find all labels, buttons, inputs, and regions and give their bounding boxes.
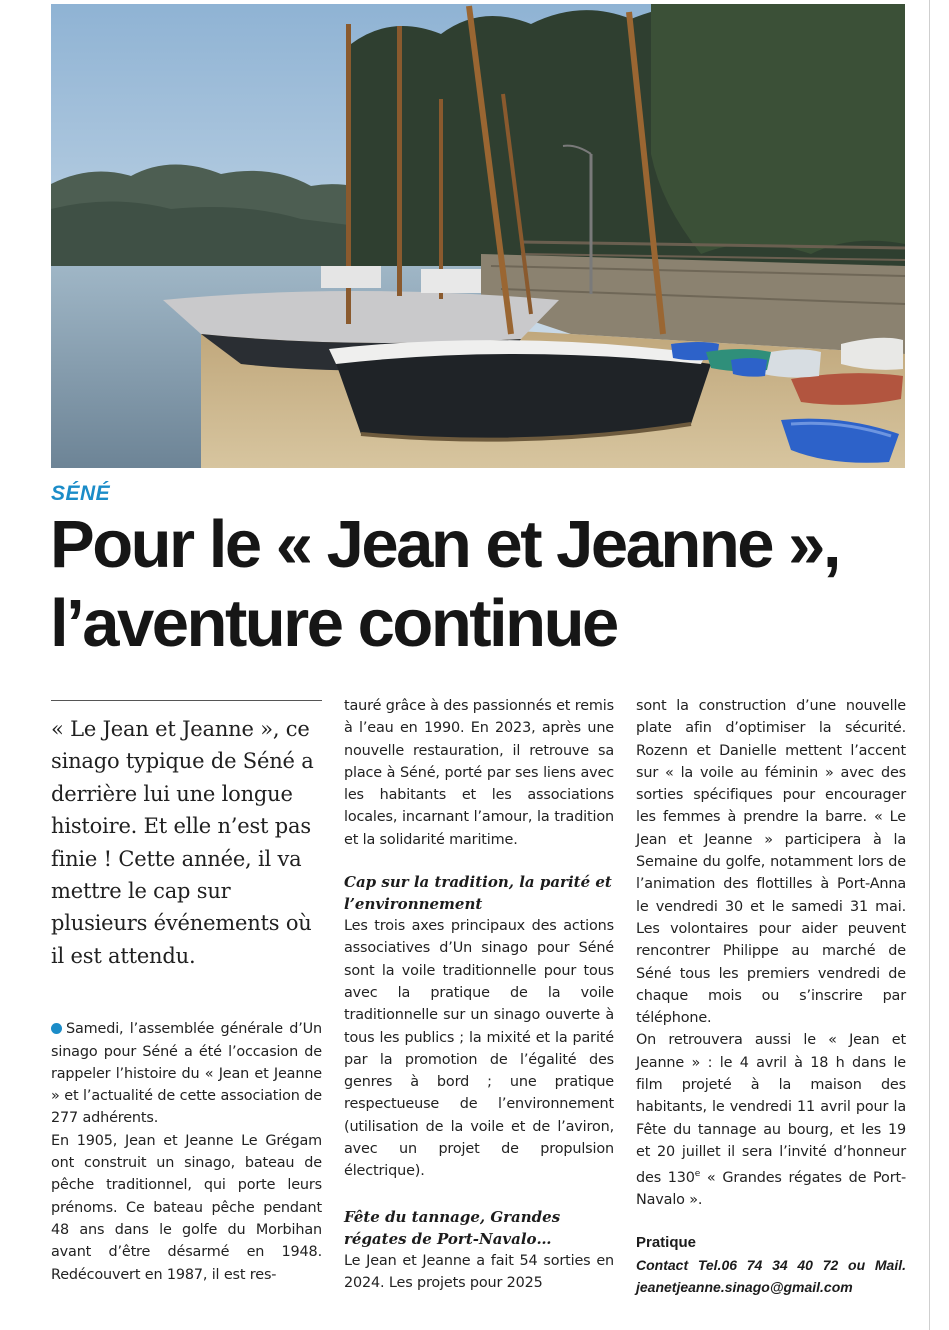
paragraph-text: « Grandes régates de Port-Navalo ». (636, 1170, 906, 1209)
column-2 (344, 693, 614, 1294)
section-kicker: SÉNÉ (51, 482, 111, 505)
subheading: Cap sur la tradition, la parité et l’environnement (344, 873, 612, 914)
headline-line-1: Pour le « Jean et Jeanne », (50, 507, 840, 582)
paragraph: Les trois axes principaux des actions associatives d’Un sinago pour Séné sont la voile traditionnelle pour tous avec la pratique de la voile traditionnelle sur un sinago ouverte à tous les publics ; la mixité et la parité par la promotion de l’égalité des genres à bord ; une pratique respectueuse de l’environnement (utilisation de la voile et de l’aviron, avec un projet de propulsion électrique). (344, 918, 614, 1180)
column-3 (636, 693, 906, 1298)
paragraph: sont la construction d’une nouvelle plate afin d’optimiser la sécurité. Rozenn et Danielle mettent l’accent sur « la voile au féminin » avec des sorties spécifiques pour encourager les femmes à prendre la barre. « Le Jean et Jeanne » participera à la Semaine du golfe, notamment lors de l’animation des flottilles à Port-Anna le vendredi 30 et le samedi 31 mai. Les volontaires pour aider peuvent rencontrer Philippe au marché de Séné tous les premiers vendredi de chaque mois ou s’inscrire par téléphone. (636, 698, 906, 1027)
practical-info-title: Pratique (636, 1233, 697, 1251)
article-headline (50, 505, 910, 663)
bullet-dot-icon (51, 1023, 62, 1034)
paragraph (636, 1029, 906, 1211)
paragraph: tauré grâce à des passionnés et remis à l’eau en 1990. En 2023, après une nouvelle restauration, il retrouve sa place à Séné, porté par ses liens avec les habitants et les associations locales, incarnant l’amour, la tradition et la solidarité maritime. (344, 698, 614, 848)
article-lead: « Le Jean et Jeanne », ce sinago typique de Séné a derrière lui une longue histoire. Et elle n’est pas finie ! Cette année, il va mettre le cap sur plusieurs événements où il est attendu. (51, 717, 314, 968)
subheading: Fête du tannage, Grandes régates de Port-Navalo… (344, 1207, 561, 1248)
column-divider (51, 700, 322, 701)
paragraph: Le Jean et Jeanne a fait 54 sorties en 2024. Les projets pour 2025 (344, 1252, 614, 1291)
ordinal-superscript: e (694, 1169, 701, 1180)
boats-photo (51, 4, 905, 468)
column-1 (51, 693, 322, 1286)
paragraph (51, 1018, 322, 1129)
page-edge-rule (929, 0, 930, 1330)
paragraph-text: On retrouvera aussi le « Jean et Jeanne » : le 4 avril à 18 h dans le film projeté à la maison des habitants, le vendredi 11 avril pour la Fête du tannage au bourg, et les 19 et 20 juillet il sera l’invité d’honneur des 130 (636, 1032, 906, 1187)
headline-line-2: l’aventure continue (50, 586, 617, 661)
contact-info: Contact Tel.06 74 34 40 72 ou Mail. jeanetjeanne.sinago@gmail.com (636, 1256, 906, 1295)
paragraph-text: Samedi, l’assemblée générale d’Un sinago pour Séné a été l’occasion de rappeler l’histoire du « Jean et Jeanne » et l’actualité de cette association de 277 adhérents. (51, 1021, 322, 1127)
paragraph: En 1905, Jean et Jeanne Le Grégam ont construit un sinago, bateau de pêche traditionnel, qui porte leurs prénoms. Ce bateau pêche pendant 48 ans dans le golfe du Morbihan avant d’être désarmé en 1948. Redécouvert en 1987, il est res- (51, 1132, 322, 1283)
